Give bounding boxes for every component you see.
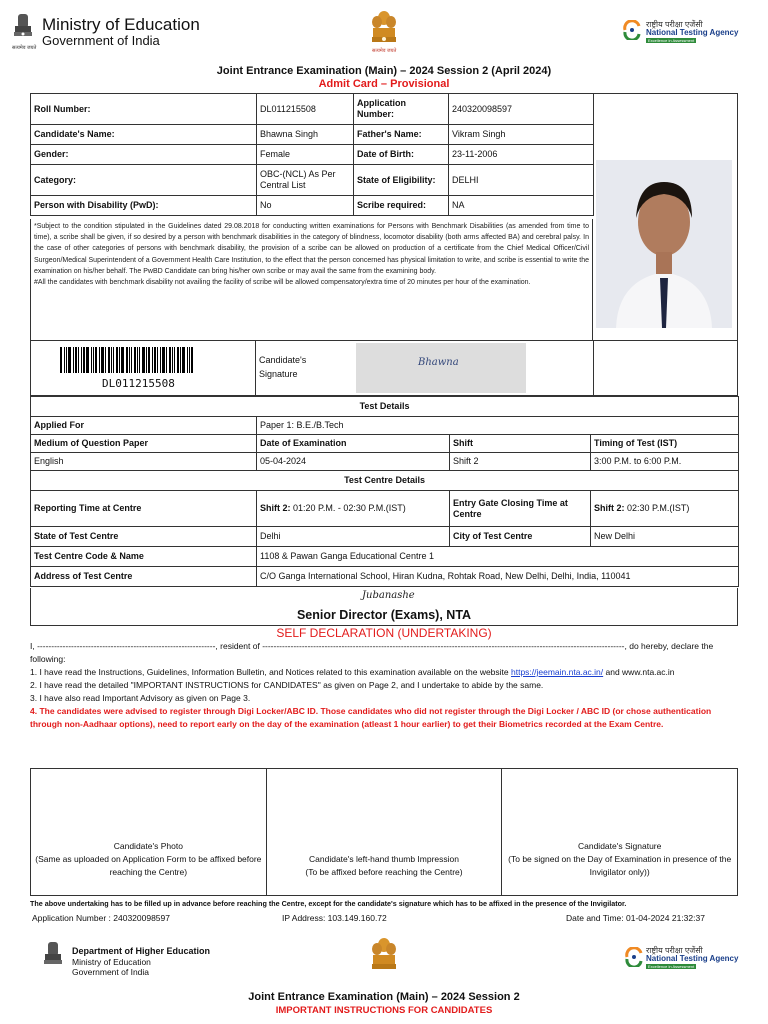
- centre-address-label: Address of Test Centre: [31, 567, 257, 587]
- ministry-subtitle: Government of India: [42, 33, 160, 48]
- pwd-value: No: [257, 196, 354, 216]
- declaration-heading: SELF DECLARATION (UNDERTAKING): [276, 626, 492, 640]
- ministry-title: Ministry of Education: [42, 15, 200, 34]
- shift-value: Shift 2: [450, 453, 591, 471]
- photo-box: [31, 769, 267, 895]
- dob-label: Date of Birth:: [354, 145, 449, 165]
- candidate-details-table: [30, 93, 594, 216]
- exam-title: Joint Entrance Examination (Main) – 2024 Session 2 (April 2024): [216, 65, 552, 77]
- jeemain-link[interactable]: https://jeemain.nta.ac.in/: [511, 667, 604, 677]
- nta-name: National Testing Agency: [646, 28, 739, 37]
- dept-sub2: Government of India: [72, 967, 150, 977]
- reporting-time: 01:20 P.M. - 02:30 P.M.(IST): [290, 503, 406, 513]
- signature-text: Bhawna: [418, 357, 459, 368]
- page2-nta-logo-icon: [624, 947, 644, 969]
- page2-title: Joint Entrance Examination (Main) – 2024 Session 2: [248, 991, 520, 1003]
- nta-hindi-name: राष्ट्रीय परीक्षा एजेंसी: [646, 20, 703, 29]
- page2-nta-tagline: Excellence in Assessment: [648, 964, 695, 969]
- pwd-note-box: [30, 219, 593, 341]
- centre-code-label: Test Centre Code & Name: [31, 547, 257, 567]
- declaration-body: [30, 640, 738, 731]
- gate-closing-label: Entry Gate Closing Time at Centre: [450, 491, 591, 527]
- centre-address-value: C/O Ganga International School, Hiran Kudna, Rohtak Road, New Delhi, Delhi, India, 110041: [257, 567, 739, 587]
- centre-city-label: City of Test Centre: [450, 527, 591, 547]
- category-label: Category:: [31, 165, 257, 196]
- state-eligibility-label: State of Eligibility:: [354, 165, 449, 196]
- name-label: Candidate's Name:: [31, 125, 257, 145]
- gate-closing-value: [591, 491, 739, 527]
- signature-box-text: Candidate's Signature (To be signed on the Day of Examination in presence of the Invigilator only)): [508, 841, 732, 877]
- centre-state-label: State of Test Centre: [31, 527, 257, 547]
- centre-state-value: Delhi: [257, 527, 450, 547]
- applied-for-label: Applied For: [31, 417, 257, 435]
- pwd-note-1: *Subject to the condition stipulated in the Guidelines dated 29.08.2018 for conducting written examinations for Persons with Benchmark Disabilities (as amended from time to time), a scribe shall be given, if so desired by a person with benchmark disabilities in the category of blindness, locomotor disability (both arms affected BA) and cerebral palsy. In the case of other categories of persons with benchmark disability, the provision of a scribe can be allowed on production of a certificate from the Chief Medical Officer/Civil Surgeon/Medical Superintendent of a Government Health Care Institution, to the effect that the person concerned has physical limitation to write, and scribe is essential to write the examination on his/her behalf. The PwBD Candidate can bring his/her own scribe or may avail the same from the examining body.: [34, 223, 589, 275]
- page2-nta-name: National Testing Agency: [646, 954, 739, 963]
- barcode: [60, 347, 195, 373]
- nta-logo-icon: [622, 20, 642, 42]
- test-details-table: [30, 396, 739, 587]
- timing-value: 3:00 P.M. to 6:00 P.M.: [591, 453, 739, 471]
- reporting-time-label: Reporting Time at Centre: [31, 491, 257, 527]
- footer-ip: IP Address: 103.149.160.72: [282, 913, 387, 923]
- shift-label: Shift: [450, 435, 591, 453]
- pwd-label: Person with Disability (PwD):: [31, 196, 257, 216]
- thumb-box: [267, 769, 503, 895]
- signature-label: Candidate's Signature: [259, 355, 307, 379]
- page2-national-emblem: [370, 935, 398, 979]
- declaration-line-0: [30, 640, 738, 666]
- candidate-signature-image: [356, 343, 526, 393]
- dept-title: Department of Higher Education: [72, 946, 211, 956]
- declaration-point-1: [30, 666, 738, 679]
- app-label: Application Number:: [354, 94, 449, 125]
- emblem-motto: सत्यमेव जयते: [12, 45, 37, 51]
- candidate-photo: [596, 160, 732, 328]
- reporting-time-value: [257, 491, 450, 527]
- point-1-text: 1. I have read the Instructions, Guidelines, Information Bulletin, and Notices related to this examination available on the website: [30, 667, 511, 677]
- undertaking-note: The above undertaking has to be filled up in advance before reaching the Centre, except for the candidate's signature which has to be affixed in the presence of the Invigilator.: [30, 899, 627, 908]
- pwd-note-2: #All the candidates with benchmark disability not availing the facility of scribe will be allowed compensatory/extra time of 20 minutes per hour of the examination.: [34, 279, 531, 287]
- exam-date-value: 05-04-2024: [257, 453, 450, 471]
- footer-app-number: Application Number : 240320098597: [32, 913, 170, 923]
- timing-label: Timing of Test (IST): [591, 435, 739, 453]
- admit-card-title: Admit Card – Provisional: [318, 78, 450, 90]
- centre-city-value: New Delhi: [591, 527, 739, 547]
- director-title: Senior Director (Exams), NTA: [296, 608, 472, 622]
- declaration-point-4: 4. The candidates were advised to register through Digi Locker/ABC ID. Those candidates who did not register through the Digi Locker / ABC ID (or chose authentication through non-Aadhaar options), need to report early on the day of the examination (atleast 1 hour earlier) to get their Biometrics recorded at the Exam Centre.: [30, 706, 712, 729]
- medium-value: English: [31, 453, 257, 471]
- dob-value: 23-11-2006: [449, 145, 594, 165]
- national-emblem-motto: सत्यमेव जयते: [372, 48, 397, 54]
- test-details-heading: Test Details: [31, 397, 739, 417]
- scribe-label: Scribe required:: [354, 196, 449, 216]
- director-signature: Jubanashe: [362, 590, 415, 601]
- row-divider: [255, 341, 256, 396]
- medium-label: Medium of Question Paper: [31, 435, 257, 453]
- app-value: 240320098597: [449, 94, 594, 125]
- row-divider-right: [593, 341, 594, 396]
- declaration-point-2: 2. I have read the detailed "IMPORTANT INSTRUCTIONS for CANDIDATES" as given on Page 2, and I undertake to abide by the same.: [30, 680, 544, 690]
- gender-value: Female: [257, 145, 354, 165]
- barcode-number: DL011215508: [102, 377, 175, 390]
- footer-datetime: Date and Time: 01-04-2024 21:32:37: [566, 913, 705, 923]
- nta-tagline: Excellence in Assessment: [648, 38, 695, 43]
- point-1-text-end: and www.nta.ac.in: [603, 667, 675, 677]
- father-label: Father's Name:: [354, 125, 449, 145]
- thumb-box-text: Candidate's left-hand thumb Impression (To be affixed before reaching the Centre): [305, 854, 463, 877]
- page2-subtitle: IMPORTANT INSTRUCTIONS FOR CANDIDATES: [275, 1005, 493, 1016]
- page2-nta-hindi: राष्ट्रीय परीक्षा एजेंसी: [646, 946, 703, 955]
- applied-for-value: Paper 1: B.E./B.Tech: [257, 417, 739, 435]
- category-value: OBC-(NCL) As Per Central List: [257, 165, 354, 196]
- roll-value: DL011215508: [257, 94, 354, 125]
- name-value: Bhawna Singh: [257, 125, 354, 145]
- declaration-resident-blank: --------------------------------------------------------------------------------------------------------------------------------, do hereby, declare the following:: [30, 641, 714, 664]
- gender-label: Gender:: [31, 145, 257, 165]
- centre-code-value: 1108 & Pawan Ganga Educational Centre 1: [257, 547, 739, 567]
- test-centre-heading: Test Centre Details: [31, 471, 739, 491]
- declaration-name-blank: I, ---------------------------------------------------------------, resident of: [30, 641, 263, 651]
- gate-shift: Shift 2:: [594, 503, 625, 513]
- ministry-emblem: [12, 12, 34, 48]
- dept-sub1: Ministry of Education: [72, 957, 151, 967]
- undertaking-boxes: [30, 768, 738, 896]
- father-value: Vikram Singh: [449, 125, 594, 145]
- gate-time: 02:30 P.M.(IST): [624, 503, 690, 513]
- dept-emblem-icon: [42, 940, 64, 976]
- exam-date-label: Date of Examination: [257, 435, 450, 453]
- photo-box-text: Candidate's Photo (Same as uploaded on Application Form to be affixed before reaching the Centre): [35, 841, 262, 877]
- signature-box: [502, 769, 737, 895]
- declaration-point-3: 3. I have also read Important Advisory as given on Page 3.: [30, 693, 251, 703]
- state-eligibility-value: DELHI: [449, 165, 594, 196]
- reporting-shift: Shift 2:: [260, 503, 291, 513]
- roll-label: Roll Number:: [31, 94, 257, 125]
- scribe-value: NA: [449, 196, 594, 216]
